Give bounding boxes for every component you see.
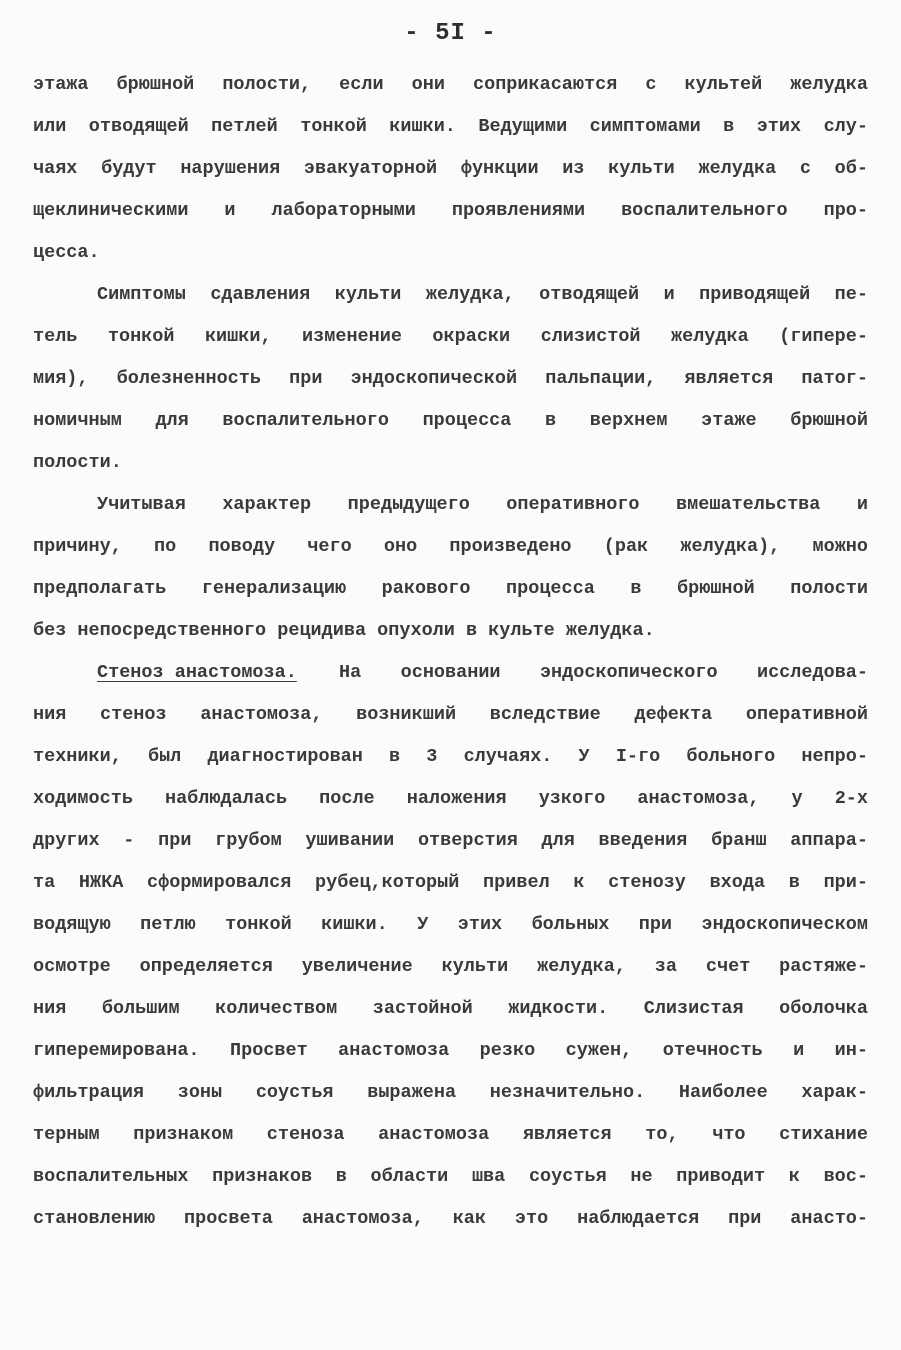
text-line: ния большим количеством застойной жидкости. Слизистая оболочка <box>33 998 868 1019</box>
text-line: ния стеноз анастомоза, возникший вследствие дефекта оперативной <box>33 704 868 725</box>
text-line: Учитывая характер предыдущего оперативного вмешательства и <box>97 494 868 515</box>
text-line: номичным для воспалительного процесса в верхнем этаже брюшной <box>33 410 868 431</box>
text-line: или отводящей петлей тонкой кишки. Ведущими симптомами в этих слу- <box>33 116 868 137</box>
text-line: водящую петлю тонкой кишки. У этих больных при эндоскопическом <box>33 914 868 935</box>
text-line: воспалительных признаков в области шва соустья не приводит к вос- <box>33 1166 868 1187</box>
section-heading <box>97 658 325 688</box>
text-line: ходимость наблюдалась после наложения узкого анастомоза, у 2-х <box>33 788 868 809</box>
text-line: На основании эндоскопического исследова- <box>339 662 868 683</box>
text-line: фильтрация зоны соустья выражена незначительно. Наиболее харак- <box>33 1082 868 1103</box>
text-line: предполагать генерализацию ракового процесса в брюшной полости <box>33 578 868 599</box>
page-number: - 5I - <box>404 20 497 47</box>
text-line: полости. <box>33 452 122 473</box>
text-line: терным признаком стеноза анастомоза является то, что стихание <box>33 1124 868 1145</box>
text-line: причину, по поводу чего оно произведено (рак желудка), можно <box>33 536 868 557</box>
text-line: чаях будут нарушения эвакуаторной функции из культи желудка с об- <box>33 158 868 179</box>
text-line: мия), болезненность при эндоскопической пальпации, является патог- <box>33 368 868 389</box>
text-line: техники, был диагностирован в 3 случаях. У I-го больного непро- <box>33 746 868 767</box>
text-line: Симптомы сдавления культи желудка, отводящей и приводящей пе- <box>97 284 868 305</box>
text-line: осмотре определяется увеличение культи желудка, за счет растяже- <box>33 956 868 977</box>
text-line: цесса. <box>33 242 100 263</box>
text-line: становлению просвета анастомоза, как это наблюдается при анасто- <box>33 1208 868 1229</box>
text-line: щеклиническими и лабораторными проявлениями воспалительного про- <box>33 200 868 221</box>
text-line: без непосредственного рецидива опухоли в культе желудка. <box>33 620 655 641</box>
text-line: этажа брюшной полости, если они соприкасаются с культей желудка <box>33 74 868 95</box>
text-line: других - при грубом ушивании отверстия для введения бранш аппара- <box>33 830 868 851</box>
text-line: тель тонкой кишки, изменение окраски слизистой желудка (гипере- <box>33 326 868 347</box>
section-heading-text: Стеноз анастомоза. <box>97 662 297 683</box>
text-line: та НЖКА сформировался рубец,который привел к стенозу входа в при- <box>33 872 868 893</box>
text-line: гиперемирована. Просвет анастомоза резко сужен, отечность и ин- <box>33 1040 868 1061</box>
